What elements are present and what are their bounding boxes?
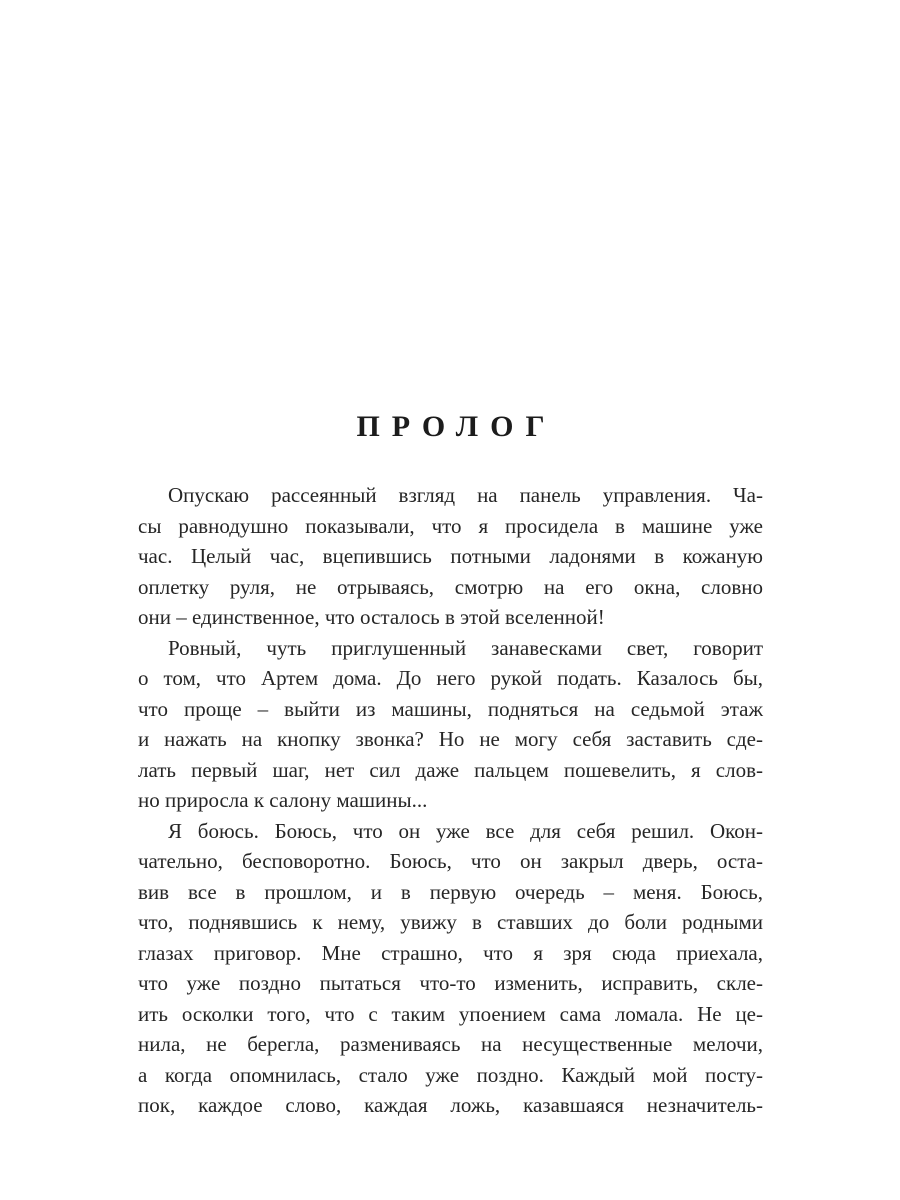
text-line: час. Целый час, вцепившись потными ладонями в кожаную bbox=[138, 544, 763, 568]
page-body bbox=[138, 480, 763, 1121]
text-line: Опускаю рассеянный взгляд на панель управления. Ча- bbox=[168, 483, 763, 507]
text-line: нила, не берегла, размениваясь на несущественные мелочи, bbox=[138, 1032, 763, 1056]
text-line: пок, каждое слово, каждая ложь, казавшаяся незначитель- bbox=[138, 1093, 763, 1117]
text-line: глазах приговор. Мне страшно, что я зря сюда приехала, bbox=[138, 940, 763, 965]
text-line: оплетку руля, не отрываясь, смотрю на его окна, словно bbox=[138, 574, 763, 599]
text-line: Ровный, чуть приглушенный занавесками свет, говорит bbox=[168, 635, 763, 660]
text-line: а когда опомнилась, стало уже поздно. Каждый мой посту- bbox=[138, 1062, 763, 1087]
text-line: что проще – выйти из машины, подняться на седьмой этаж bbox=[138, 696, 763, 721]
text-line: сы равнодушно показывали, что я просидела в машине уже bbox=[138, 513, 763, 538]
text-line: лать первый шаг, нет сил даже пальцем пошевелить, я слов- bbox=[138, 757, 763, 782]
text-line: Я боюсь. Боюсь, что он уже все для себя решил. Окон- bbox=[168, 818, 763, 843]
text-line: чательно, бесповоротно. Боюсь, что он закрыл дверь, оста- bbox=[138, 849, 763, 873]
text-line: они – единственное, что осталось в этой вселенной! bbox=[138, 605, 605, 629]
text-line: вив все в прошлом, и в первую очередь – меня. Боюсь, bbox=[138, 879, 763, 904]
chapter-title: ПРОЛОГ bbox=[356, 410, 557, 443]
text-line: ить осколки того, что с таким упоением сама ломала. Не це- bbox=[138, 1001, 763, 1026]
text-line: о том, что Артем дома. До него рукой подать. Казалось бы, bbox=[138, 666, 763, 690]
text-block bbox=[138, 412, 763, 1121]
text-line: и нажать на кнопку звонка? Но не могу себя заставить сде- bbox=[138, 727, 763, 751]
text-line: что уже поздно пытаться что-то изменить, исправить, скле- bbox=[138, 971, 763, 995]
text-line: что, поднявшись к нему, увижу в ставших до боли родными bbox=[138, 910, 763, 934]
text-line: но приросла к салону машины... bbox=[138, 788, 428, 812]
